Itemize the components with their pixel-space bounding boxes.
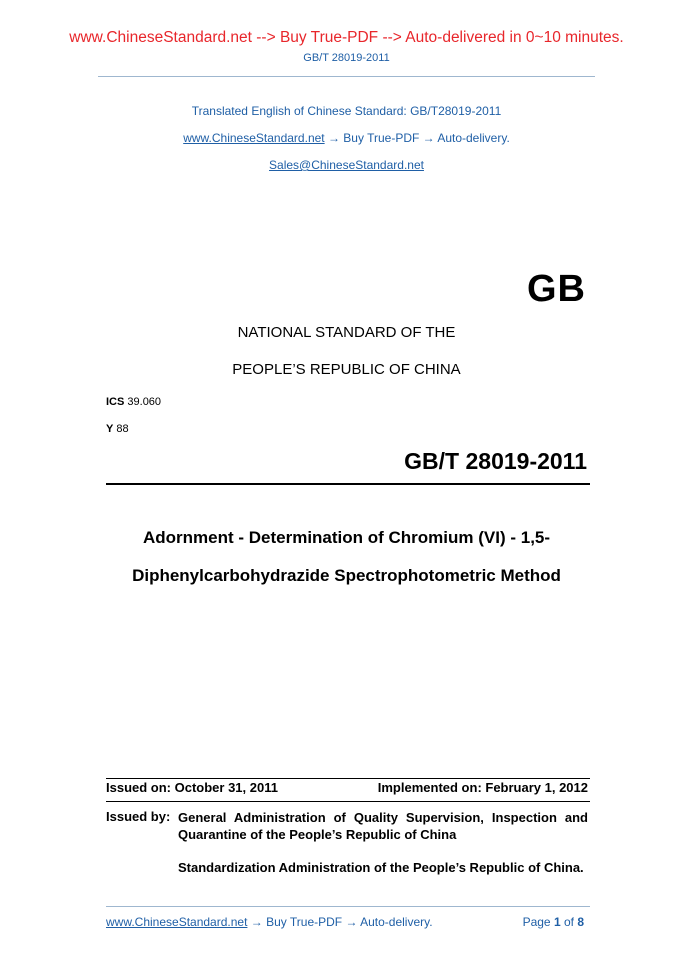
issued-on-date: Issued on: October 31, 2011 — [106, 780, 278, 795]
header-divider — [98, 76, 595, 77]
site-link[interactable]: www.ChineseStandard.net — [183, 131, 325, 145]
footer-purchase-text: → Buy True-PDF → Auto-delivery. — [247, 915, 433, 929]
footer-divider — [106, 906, 590, 907]
dates-bottom-rule — [106, 801, 590, 802]
translation-note: Translated English of Chinese Standard: GB/T28019-2011 — [191, 104, 502, 118]
page-label: Page — [522, 915, 554, 929]
gb-logo: GB — [527, 268, 586, 310]
header-standard-code: GB/T 28019-2011 — [303, 52, 390, 64]
national-standard-line1: NATIONAL STANDARD OF THE — [237, 324, 456, 341]
page-indicator — [523, 915, 584, 929]
issuing-org-2: Standardization Administration of the People’s Republic of China. — [178, 860, 584, 875]
national-standard-line2: PEOPLE’S REPUBLIC OF CHINA — [232, 361, 461, 378]
ics-value: 39.060 — [124, 396, 162, 408]
issued-by-label: Issued by: — [106, 809, 171, 824]
purchase-line — [0, 131, 693, 145]
footer-site-link[interactable]: www.ChineseStandard.net — [106, 915, 248, 929]
dates-top-rule — [106, 778, 590, 779]
title-divider — [106, 483, 590, 485]
sales-email-line — [0, 158, 693, 172]
document-title-line1: Adornment - Determination of Chromium (VI) - 1,5- — [142, 528, 551, 547]
ics-label: ICS — [106, 396, 125, 408]
page-of-label: of — [560, 915, 578, 929]
page-total: 8 — [577, 915, 584, 929]
ics-code — [106, 396, 161, 408]
page-number: 1 — [553, 915, 561, 929]
implemented-on-date: Implemented on: February 1, 2012 — [377, 780, 588, 795]
footer-purchase-line — [106, 915, 433, 929]
sales-email-link[interactable]: Sales@ChineseStandard.net — [269, 158, 424, 172]
promo-banner[interactable]: www.ChineseStandard.net --> Buy True-PDF --> Auto-delivered in 0~10 minutes. — [69, 29, 624, 46]
issuing-org-1: General Administration of Quality Supervision, Inspection and Quarantine of the People’s Republic of China — [178, 810, 588, 842]
y-label: Y — [106, 423, 114, 435]
y-value: 88 — [113, 423, 129, 435]
document-title-line2: Diphenylcarbohydrazide Spectrophotometric Method — [132, 566, 561, 585]
purchase-text: → Buy True-PDF → Auto-delivery. — [324, 131, 510, 145]
y-code — [106, 423, 129, 435]
standard-number: GB/T 28019-2011 — [404, 448, 587, 474]
